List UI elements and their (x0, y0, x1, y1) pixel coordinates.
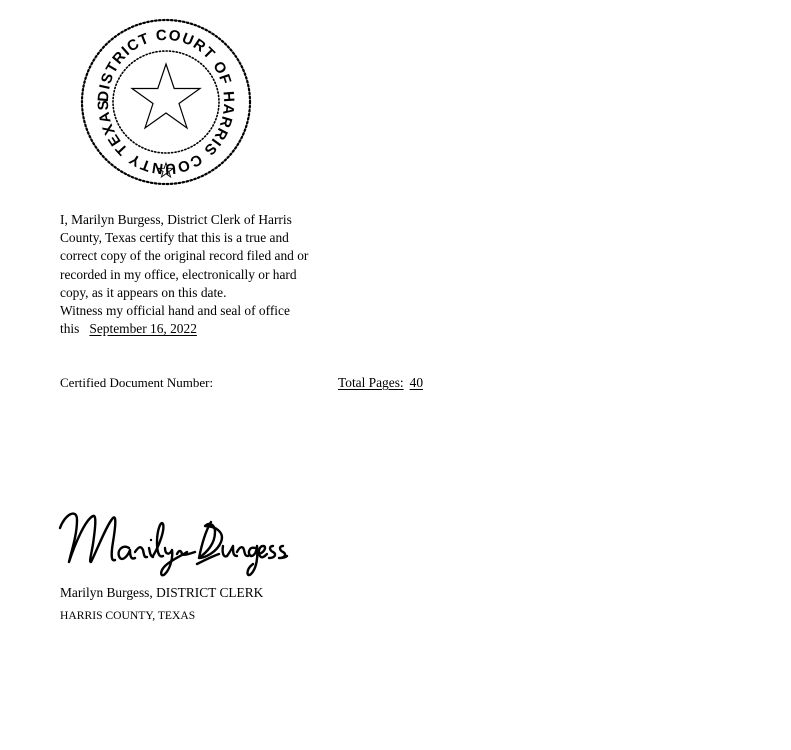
certification-line: Witness my official hand and seal of office (60, 303, 290, 319)
seal-ring-text: DISTRICT COURT OF HARRIS COUNTY TEXAS (94, 26, 238, 178)
signer-name-title: Marilyn Burgess, DISTRICT CLERK (60, 585, 264, 600)
certification-line: copy, as it appears on this date. (60, 284, 227, 300)
signer-county: HARRIS COUNTY, TEXAS (60, 609, 196, 622)
certification-line: County, Texas certify that this is a true and (60, 230, 289, 246)
certified-document-number-label: Certified Document Number: (60, 375, 214, 390)
total-pages-value: 40 (409, 375, 424, 390)
certification-line: recorded in my office, electronically or hard (60, 266, 297, 282)
certification-line: correct copy of the original record filed and or (60, 248, 309, 264)
certification-date-line (60, 320, 380, 338)
total-pages (338, 375, 423, 391)
certification-date: September 16, 2022 (89, 321, 197, 337)
date-prefix: this (60, 321, 80, 337)
handwritten-signature (55, 500, 290, 580)
total-pages-label: Total Pages: (338, 375, 404, 390)
svg-text:DISTRICT COURT OF HARRIS COUNT (95, 27, 237, 178)
certification-statement (60, 211, 380, 338)
certification-line: I, Marilyn Burgess, District Clerk of Harris (60, 212, 292, 227)
star-icon (132, 64, 200, 128)
district-court-seal (77, 16, 255, 188)
